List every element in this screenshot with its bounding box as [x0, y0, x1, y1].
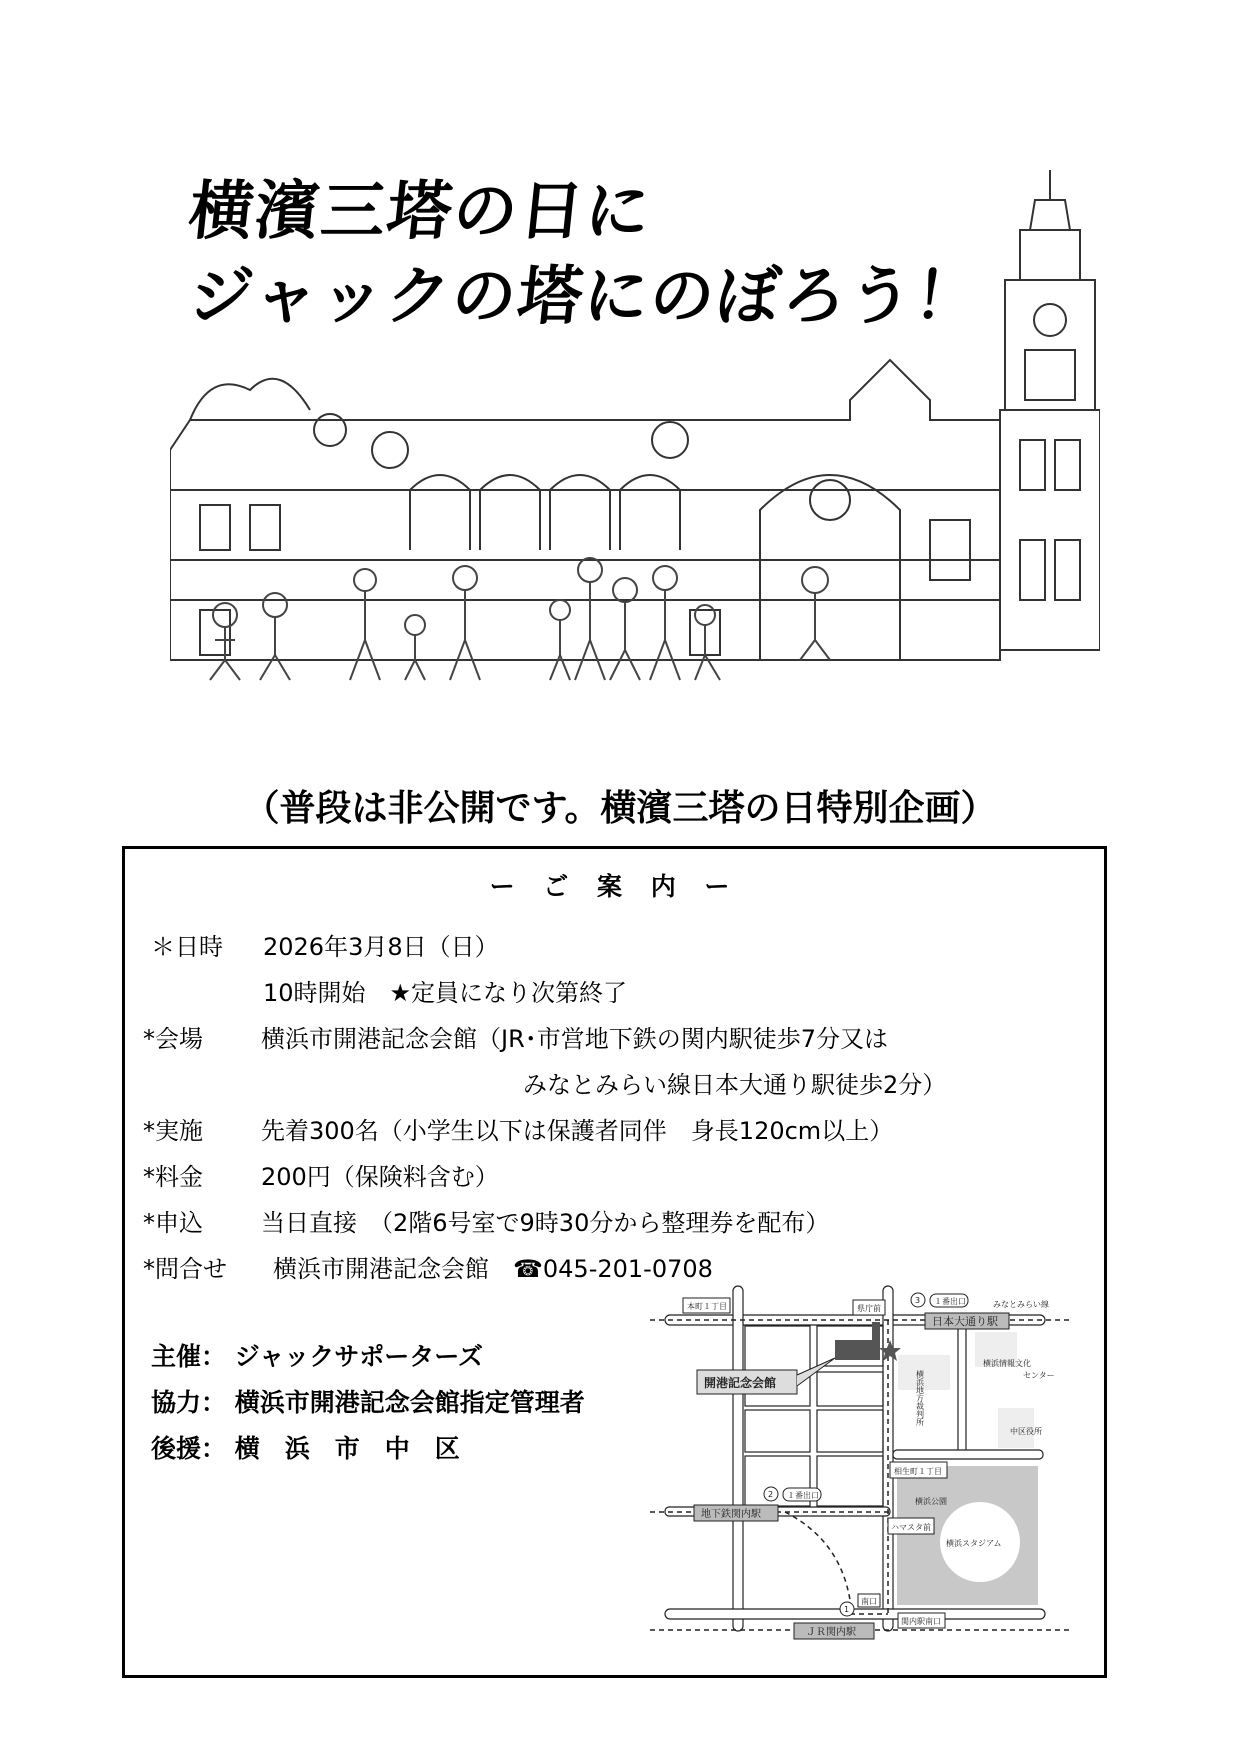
- label-subway-kannai: 地下鉄関内駅: [701, 1509, 761, 1520]
- info-label: *申込: [143, 1209, 203, 1237]
- org-label: 主催：: [151, 1342, 227, 1371]
- info-label: *実施: [143, 1117, 203, 1145]
- subtitle: （普段は非公開です。横濱三塔の日特別企画）: [243, 788, 997, 829]
- label-jr-kannai: ＪＲ関内駅: [806, 1627, 856, 1638]
- info-row-venue: [143, 1019, 888, 1054]
- info-heading: ー ご 案 内 ー: [489, 872, 740, 901]
- org-label: 後援：: [151, 1434, 227, 1463]
- label-info-center: 横浜情報文化: [983, 1359, 1031, 1368]
- title-line-1: 横濱三塔の日に: [185, 175, 656, 249]
- label-exit-3: 3: [915, 1296, 921, 1305]
- label-nihon-odori: 日本大通り駅: [932, 1315, 998, 1328]
- title-line-2: ジャックの塔にのぼろう！: [185, 260, 984, 334]
- info-label: *会場: [143, 1025, 203, 1053]
- label-aioi: 相生町１丁目: [894, 1467, 942, 1476]
- info-row-fee: [143, 1157, 499, 1192]
- label-exit-1: 1: [844, 1605, 850, 1614]
- label-exit-2: 2: [768, 1490, 774, 1499]
- label-kenchomae: 県庁前: [857, 1304, 881, 1313]
- info-value: 2026年3月8日（日）: [263, 933, 499, 961]
- info-value: 先着300名（小学生以下は保護者同伴 身長120cm以上）: [261, 1117, 894, 1145]
- info-row-datetime: [151, 927, 499, 962]
- label-exit-3-name: １番出口: [934, 1297, 966, 1306]
- label-kannai-south: 関内駅南口: [901, 1617, 941, 1626]
- org-value: ジャックサポーターズ: [234, 1342, 483, 1371]
- org-label: 協力：: [151, 1388, 227, 1417]
- organizer-host: [151, 1337, 483, 1373]
- organizer-cooperation: [151, 1383, 585, 1419]
- info-value: 10時開始 ★定員になり次第終了: [263, 979, 628, 1007]
- info-value: 当日直接 （2階6号室で9時30分から整理券を配布）: [261, 1209, 830, 1237]
- organizer-support: [151, 1429, 460, 1465]
- building-illustration: [170, 160, 1100, 760]
- info-label: ＊日時: [151, 933, 223, 961]
- info-row-apply: [143, 1203, 829, 1238]
- label-naka-ward: 中区役所: [1010, 1427, 1042, 1436]
- clock-tower: [1000, 170, 1100, 650]
- label-minatomirai: みなとみらい線: [993, 1300, 1049, 1309]
- label-hamasta: ハマスタ前: [891, 1523, 931, 1532]
- info-value: 横浜市開港記念会館（JR･市営地下鉄の関内駅徒歩7分又は: [261, 1025, 889, 1053]
- org-value: 横浜市開港記念会館指定管理者: [234, 1388, 585, 1417]
- info-row-venue-cont: [523, 1065, 946, 1100]
- label-south-exit: 南口: [861, 1597, 877, 1606]
- venue-building-icon: [835, 1322, 880, 1360]
- info-label: *料金: [143, 1163, 203, 1191]
- info-row-capacity: [143, 1111, 893, 1146]
- label-motomachi: 本町１丁目: [687, 1302, 727, 1311]
- label-stadium: 横浜スタジアム: [946, 1539, 1002, 1548]
- info-value: みなとみらい線日本大通り駅徒歩2分）: [523, 1071, 947, 1099]
- label-venue: 開港記念会館: [704, 1376, 777, 1390]
- label-court: 横浜地方裁判所: [915, 1370, 925, 1426]
- people-sketch: [210, 558, 830, 680]
- info-value: 横浜市開港記念会館 ☎045-201-0708: [273, 1255, 713, 1283]
- info-value: 200円（保険料含む）: [261, 1163, 499, 1191]
- label-exit-2-name: １番出口: [787, 1491, 819, 1500]
- label-info-center-2: センター: [1023, 1371, 1055, 1380]
- info-row-time: [263, 973, 627, 1008]
- label-park: 横浜公園: [915, 1497, 947, 1506]
- building-body: [170, 360, 1000, 660]
- info-row-contact: [143, 1249, 713, 1284]
- access-map: [650, 1280, 1070, 1670]
- info-label: *問合せ: [143, 1255, 227, 1283]
- org-value: 横 浜 市 中 区: [234, 1434, 460, 1463]
